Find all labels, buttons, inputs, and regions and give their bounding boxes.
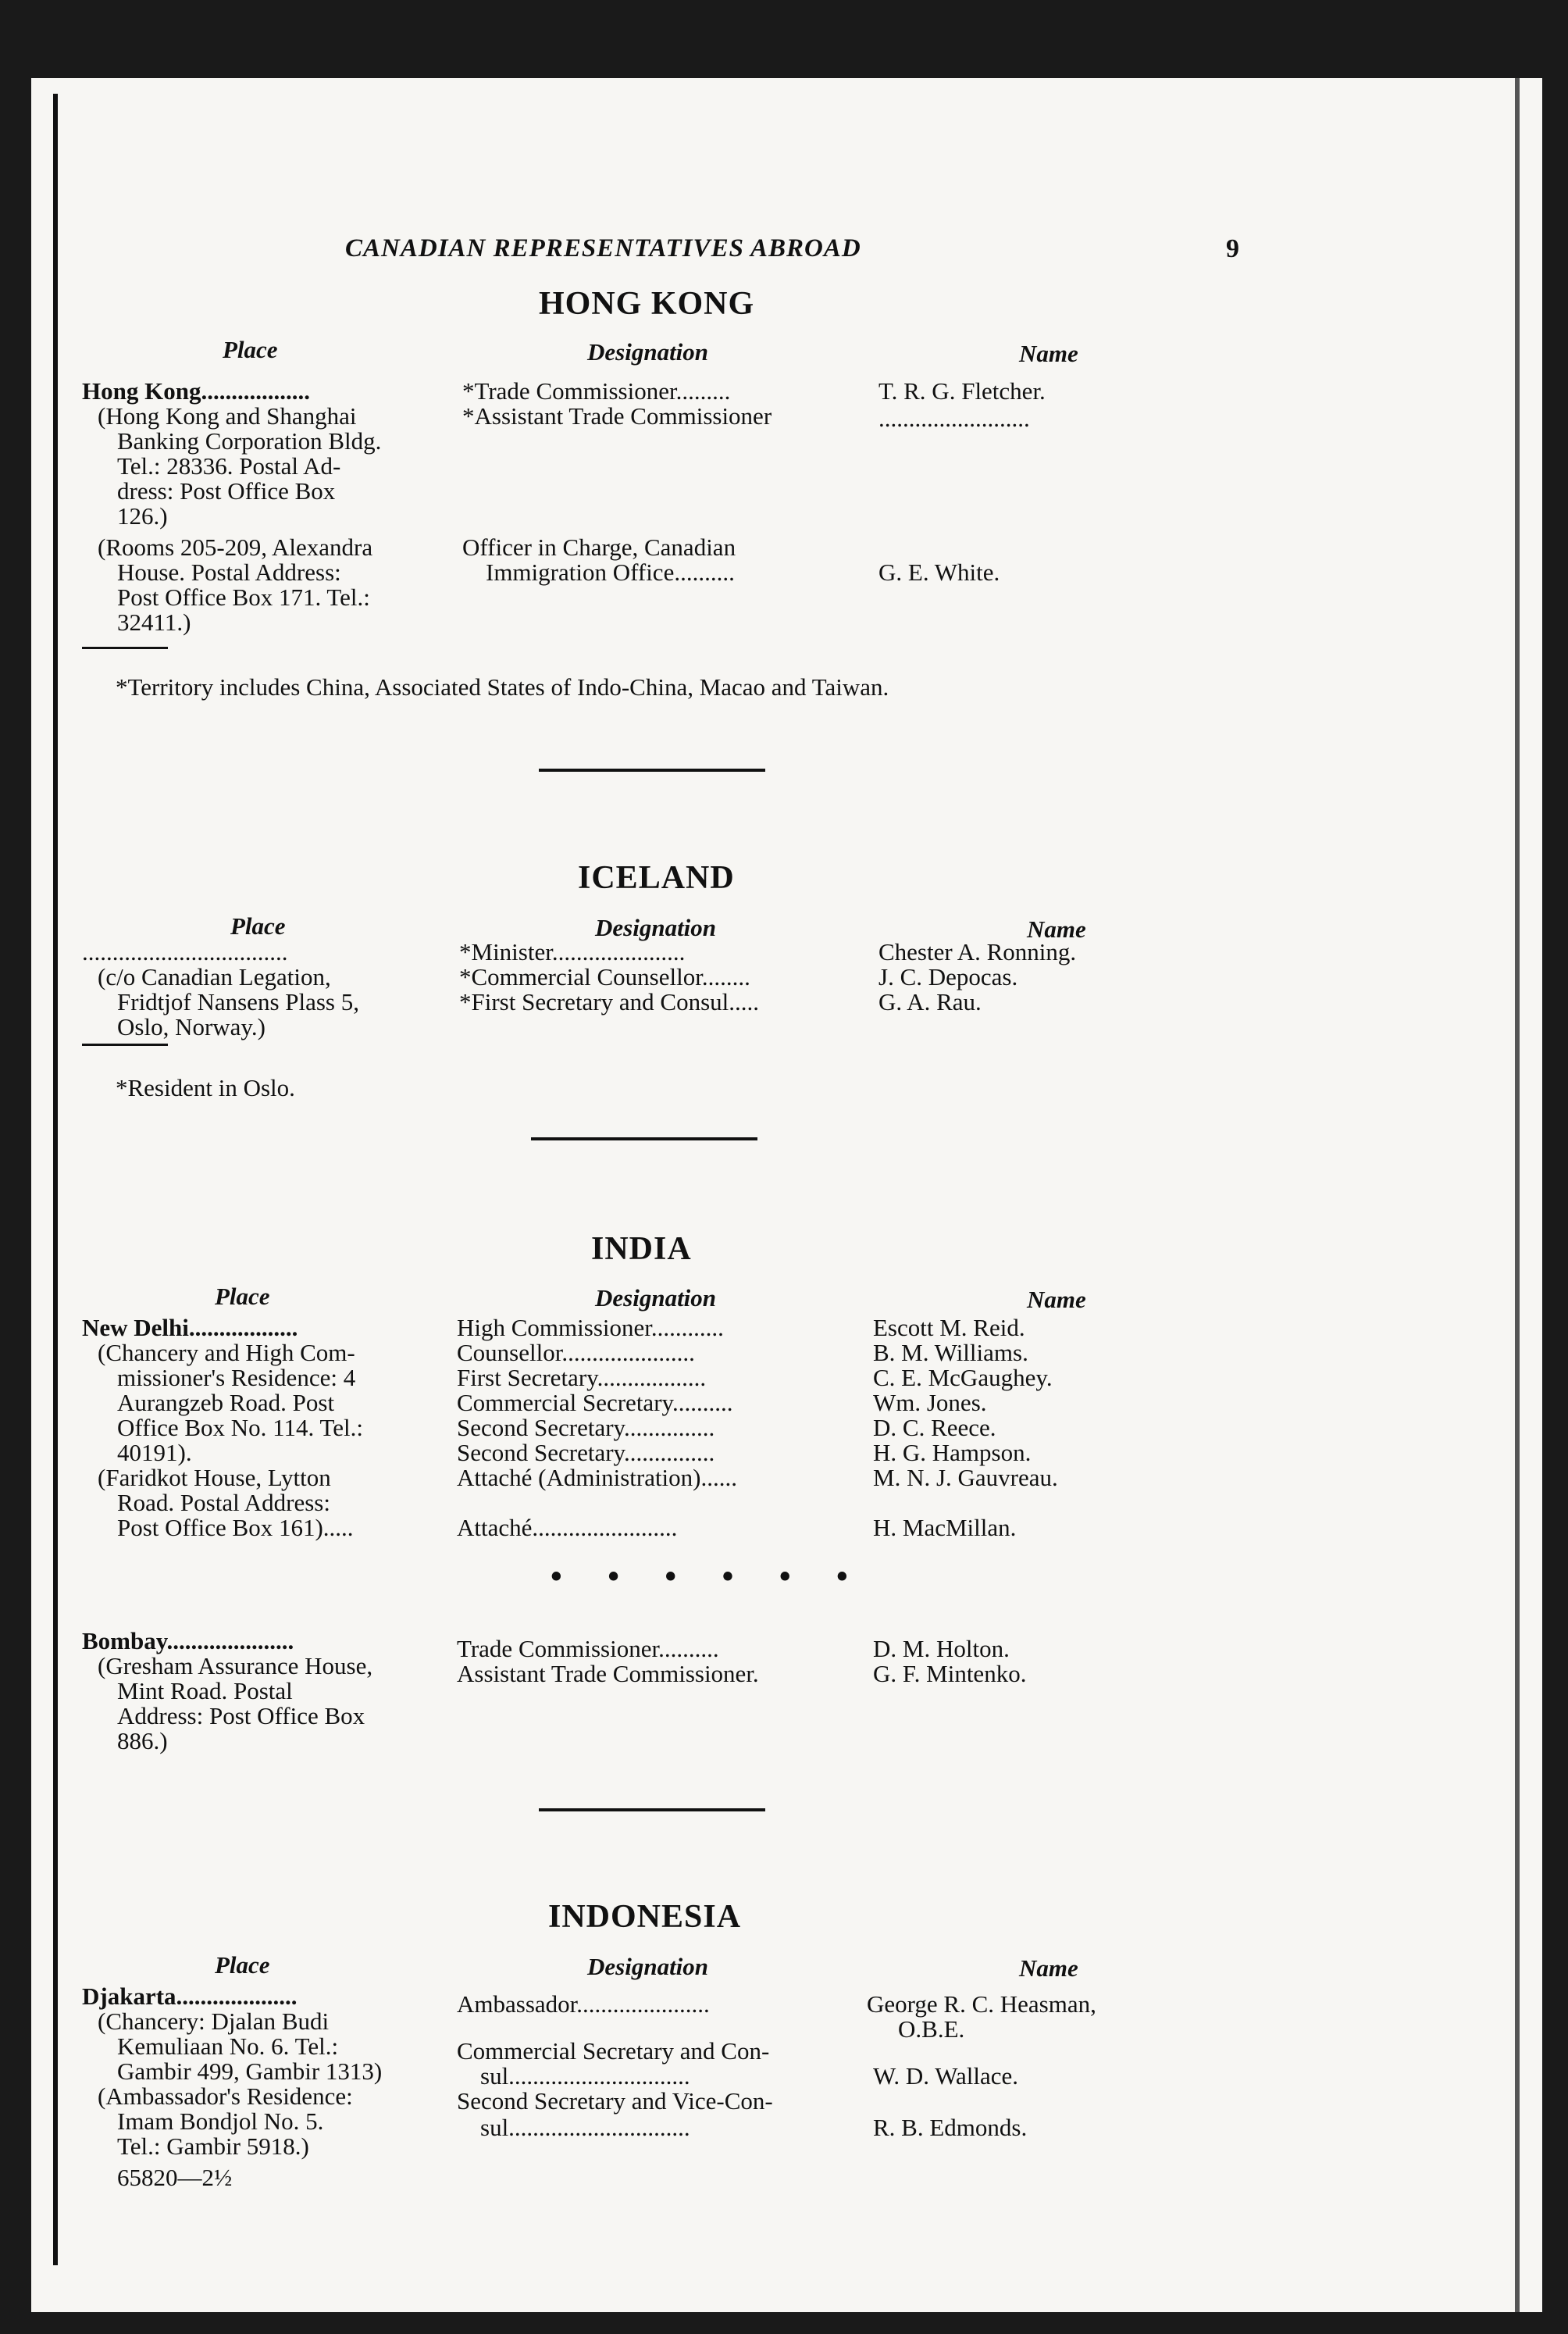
footnote-rule (82, 647, 168, 649)
place-line: Tel.: 28336. Postal Ad- (117, 452, 341, 480)
representative-name: T. R. G. Fletcher. (878, 377, 1046, 405)
place-line: New Delhi.................. (82, 1314, 298, 1341)
footnote-rule (82, 1044, 168, 1046)
place-line: Aurangzeb Road. Post (117, 1389, 335, 1416)
representative-name: H. MacMillan. (873, 1514, 1017, 1541)
place-line: Kemuliaan No. 6. Tel.: (117, 2032, 339, 2060)
column-header-designation: Designation (587, 338, 709, 366)
designation: Second Secretary and Vice-Con- (457, 2087, 773, 2115)
place-line: Road. Postal Address: (117, 1489, 330, 1516)
representative-name: C. E. McGaughey. (873, 1364, 1053, 1391)
place-line: (Chancery: Djalan Budi (98, 2007, 330, 2035)
footnote: *Territory includes China, Associated States of Indo-China, Macao and Taiwan. (116, 673, 889, 701)
representative-name: George R. C. Heasman, (867, 1990, 1096, 2018)
designation: Second Secretary............... (457, 1439, 715, 1466)
place-line: Oslo, Norway.) (117, 1013, 265, 1040)
representative-name: G. E. White. (878, 559, 1000, 586)
designation: Counsellor...................... (457, 1339, 695, 1366)
designation: *Trade Commissioner......... (462, 377, 731, 405)
designation: *Commercial Counsellor........ (459, 963, 750, 990)
place-line: .................................. (82, 938, 288, 965)
section-divider (539, 1808, 765, 1811)
column-header-name: Name (1019, 340, 1078, 367)
designation: Second Secretary............... (457, 1414, 715, 1441)
designation: Assistant Trade Commissioner. (457, 1660, 759, 1687)
place-line: 886.) (117, 1727, 168, 1754)
place-line: Tel.: Gambir 5918.) (117, 2132, 309, 2160)
designation: *Assistant Trade Commissioner (462, 402, 772, 430)
page-right-edge (1515, 78, 1520, 2312)
column-header-name: Name (1027, 1286, 1086, 1313)
place-line: (Chancery and High Com- (98, 1339, 355, 1366)
column-header-designation: Designation (595, 1284, 717, 1312)
place-line: House. Postal Address: (117, 559, 341, 586)
footnote: *Resident in Oslo. (116, 1074, 295, 1101)
place-line: 32411.) (117, 608, 191, 636)
representative-name: O.B.E. (898, 2015, 965, 2043)
column-header-place: Place (230, 912, 286, 940)
section-title-hong-kong: HONG KONG (539, 286, 755, 322)
section-title-iceland: ICELAND (578, 860, 735, 896)
representative-name: W. D. Wallace. (873, 2062, 1019, 2090)
column-header-place: Place (223, 336, 278, 363)
column-header-designation: Designation (587, 1953, 709, 1980)
print-code: 65820—2½ (117, 2164, 233, 2191)
section-title-indonesia: INDONESIA (548, 1899, 742, 1935)
place-line: (Faridkot House, Lytton (98, 1464, 331, 1491)
place-line: (Ambassador's Residence: (98, 2082, 353, 2110)
section-divider (539, 769, 765, 772)
representative-name: M. N. J. Gauvreau. (873, 1464, 1058, 1491)
representative-name: G. F. Mintenko. (873, 1660, 1027, 1687)
section-divider (531, 1137, 757, 1140)
designation: Attaché........................ (457, 1514, 678, 1541)
representative-name: J. C. Depocas. (878, 963, 1018, 990)
place-line: Hong Kong.................. (82, 377, 310, 405)
dot-separator: • • • • • • (551, 1559, 867, 1595)
place-line: Banking Corporation Bldg. (117, 427, 382, 455)
representative-name: D. C. Reece. (873, 1414, 996, 1441)
place-line: dress: Post Office Box (117, 477, 336, 505)
designation: Officer in Charge, Canadian (462, 534, 736, 561)
representative-name: Escott M. Reid. (873, 1314, 1025, 1341)
designation: Ambassador...................... (457, 1990, 710, 2018)
place-line: Imam Bondjol No. 5. (117, 2107, 324, 2135)
place-line: Office Box No. 114. Tel.: (117, 1414, 363, 1441)
designation: sul.............................. (480, 2114, 690, 2141)
place-line: Djakarta.................... (82, 1982, 298, 2010)
place-line: (c/o Canadian Legation, (98, 963, 331, 990)
page-number: 9 (1226, 234, 1239, 263)
column-header-name: Name (1019, 1954, 1078, 1982)
designation: *Minister...................... (459, 938, 686, 965)
place-line: Gambir 499, Gambir 1313) (117, 2057, 383, 2085)
place-line: Mint Road. Postal (117, 1677, 293, 1704)
representative-name: H. G. Hampson. (873, 1439, 1032, 1466)
designation: Trade Commissioner.......... (457, 1635, 719, 1662)
designation: First Secretary.................. (457, 1364, 707, 1391)
representative-name: ......................... (878, 405, 1030, 432)
designation: *First Secretary and Consul..... (459, 988, 760, 1015)
column-header-name: Name (1027, 915, 1086, 943)
place-line: Bombay..................... (82, 1627, 294, 1654)
place-line: 126.) (117, 502, 168, 530)
representative-name: G. A. Rau. (878, 988, 982, 1015)
place-line: (Hong Kong and Shanghai (98, 402, 357, 430)
designation: High Commissioner............ (457, 1314, 724, 1341)
representative-name: B. M. Williams. (873, 1339, 1028, 1366)
representative-name: R. B. Edmonds. (873, 2114, 1028, 2141)
document-page (31, 78, 1542, 2312)
place-line: 40191). (117, 1439, 192, 1466)
place-line: Fridtjof Nansens Plass 5, (117, 988, 359, 1015)
place-line: (Gresham Assurance House, (98, 1652, 373, 1679)
designation: Immigration Office.......... (486, 559, 735, 586)
designation: Commercial Secretary.......... (457, 1389, 733, 1416)
place-line: Address: Post Office Box (117, 1702, 365, 1729)
place-line: missioner's Residence: 4 (117, 1364, 356, 1391)
place-line: (Rooms 205-209, Alexandra (98, 534, 373, 561)
place-line: Post Office Box 171. Tel.: (117, 584, 370, 611)
designation: sul.............................. (480, 2062, 690, 2090)
representative-name: Wm. Jones. (873, 1389, 987, 1416)
column-header-place: Place (215, 1951, 270, 1979)
representative-name: Chester A. Ronning. (878, 938, 1077, 965)
column-header-designation: Designation (595, 914, 717, 941)
designation: Commercial Secretary and Con- (457, 2037, 770, 2065)
column-header-place: Place (215, 1283, 270, 1310)
section-title-india: INDIA (591, 1231, 692, 1267)
representative-name: D. M. Holton. (873, 1635, 1010, 1662)
designation: Attaché (Administration)...... (457, 1464, 737, 1491)
running-header: CANADIAN REPRESENTATIVES ABROAD (345, 234, 861, 262)
place-line: Post Office Box 161)..... (117, 1514, 354, 1541)
page-binding-edge (53, 94, 58, 2265)
